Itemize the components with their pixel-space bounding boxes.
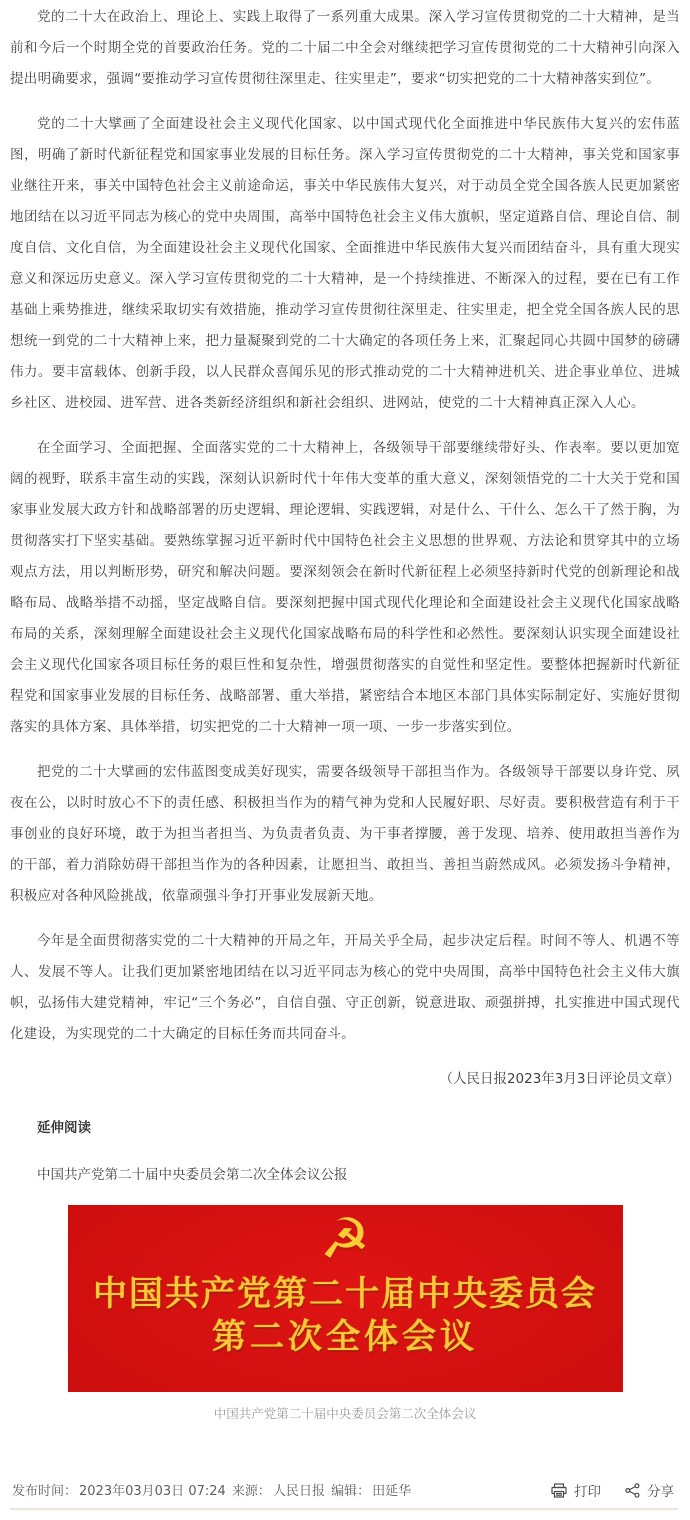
byline: （人民日报2023年3月3日评论员文章）: [439, 1071, 680, 1087]
extended-reading-link[interactable]: 中国共产党第二十届中央委员会第二次全体会议公报: [37, 1167, 348, 1183]
print-label: 打印: [574, 1484, 601, 1500]
footer-meta: [12, 1482, 413, 1502]
image-caption: 中国共产党第二十届中央委员会第二次全体会议: [213, 1406, 477, 1421]
article-paragraph: 今年是全面贯彻落实党的二十大精神的开局之年，开局关乎全局，起步决定后程。时间不等人、机遇不等人、发展不等人。让我们更加紧密地团结在以习近平同志为核心的党中央周围，高举中国特色社会主义伟大旗帜，弘扬伟大建党精神，牢记“三个务必”，自信自强、守正创新，锐意进取、顽强拼搏，扎实推进中国式现代化建设，为实现党的二十大确定的目标任务而共同奋斗。: [10, 933, 680, 1042]
meeting-banner-figure: [10, 1205, 680, 1427]
article-paragraph: 党的二十大在政治上、理论上、实践上取得了一系列重大成果。深入学习宣传贯彻党的二十大精神，是当前和今后一个时期全党的首要政治任务。党的二十届二中全会对继续把学习宣传贯彻党的二十大精神引向深入提出明确要求，强调“要推动学习宣传贯彻往深里走、往实里走”，要求“切实把党的二十大精神落实到位”。: [10, 9, 680, 87]
publish-time: 2023年03月03日 07:24: [79, 1484, 226, 1499]
article-paragraph: 把党的二十大擘画的宏伟蓝图变成美好现实，需要各级领导干部担当作为。各级领导干部要以身许党、夙夜在公，以时时放心不下的责任感、积极担当作为的精气神为党和人民履好职、尽好责。要积极营造有利于干事创业的良好环境，敢于为担当者担当、为负责者负责、为干事者撑腰，善于发现、培养、使用敢担当善作为的干部，着力消除妨碍干部担当作为的各种因素，让愿担当、敢担当、善担当蔚然成风。必须发扬斗争精神，积极应对各种风险挑战，依靠顽强斗争打开事业发展新天地。: [10, 764, 680, 904]
meeting-banner-image: [68, 1205, 623, 1392]
article-paragraph: 党的二十大擘画了全面建设社会主义现代化国家、以中国式现代化全面推进中华民族伟大复兴的宏伟蓝图，明确了新时代新征程党和国家事业发展的目标任务。深入学习宣传贯彻党的二十大精神，事关党和国家事业继往开来，事关中国特色社会主义前途命运，事关中华民族伟大复兴，对于动员全党全国各族人民更加紧密地团结在以习近平同志为核心的党中央周围，高举中国特色社会主义伟大旗帜，坚定道路自信、理论自信、制度自信、文化自信，为全面建设社会主义现代化国家、全面推进中华民族伟大复兴而团结奋斗，具有重大现实意义和深远历史意义。深入学习宣传贯彻党的二十大精神，是一个持续推进、不断深入的过程，要在已有工作基础上乘势推进，继续采取切实有效措施，推动学习宣传贯彻往深里走、往实里走，把全党全国各族人民的思想统一到党的二十大精神上来，把力量凝聚到党的二十大确定的各项任务上来，汇聚起同心共圆中国梦的磅礴伟力。要丰富载体、创新手段，以人民群众喜闻乐见的形式推动党的二十大精神进机关、进企事业单位、进城乡社区、进校园、进军营、进各类新经济组织和新社会组织、进网站，使党的二十大精神真正深入人心。: [10, 116, 680, 411]
publish-time-label: 发布时间：: [12, 1484, 78, 1499]
share-label: 分享: [647, 1484, 674, 1500]
editor-name: 田延华: [372, 1484, 412, 1499]
source-name: 人民日报: [272, 1484, 325, 1499]
editor-label: 编辑：: [331, 1484, 371, 1499]
source-label: 来源：: [231, 1484, 271, 1499]
print-button[interactable]: [551, 1480, 601, 1500]
article-footer: [0, 1472, 690, 1520]
printer-icon: [551, 1483, 567, 1498]
banner-title-line2: 第二次全体会议: [212, 1317, 478, 1357]
banner-title-line1: 中国共产党第二十届中央委员会: [93, 1274, 597, 1314]
extended-reading-heading: 延伸阅读: [37, 1120, 91, 1136]
article-paragraph: 在全面学习、全面把握、全面落实党的二十大精神上，各级领导干部要继续带好头、作表率。要以更加宽阔的视野，联系丰富生动的实践，深刻认识新时代十年伟大变革的重大意义，深刻领悟党的二十大关于党和国家事业发展大政方针和战略部署的历史逻辑、理论逻辑、实践逻辑，对是什么、干什么、怎么干了然于胸，为贯彻落实打下坚实基础。要熟练掌握习近平新时代中国特色社会主义思想的世界观、方法论和贯穿其中的立场观点方法，用以判断形势，研究和解决问题。要深刻领会在新时代新征程上必须坚持新时代党的创新理论和战略布局、战略举措不动摇，坚定战略自信。要深刻把握中国式现代化理论和全面建设社会主义现代化国家战略布局的关系，深刻理解全面建设社会主义现代化国家战略布局的科学性和必然性。要深刻认识实现全面建设社会主义现代化国家各项目标任务的艰巨性和复杂性，增强贯彻落实的自觉性和坚定性。要整体把握新时代新征程党和国家事业发展的目标任务、战略部署、重大举措，紧密结合本地区本部门具体实际制定好、实施好贯彻落实的具体方案、具体举措，切实把党的二十大精神一项一项、一步一步落实到位。: [10, 440, 680, 735]
share-button[interactable]: [625, 1480, 674, 1500]
hammer-sickle-icon: ☭: [319, 1207, 371, 1272]
bottom-divider: [10, 1508, 678, 1510]
share-icon: [625, 1483, 640, 1498]
